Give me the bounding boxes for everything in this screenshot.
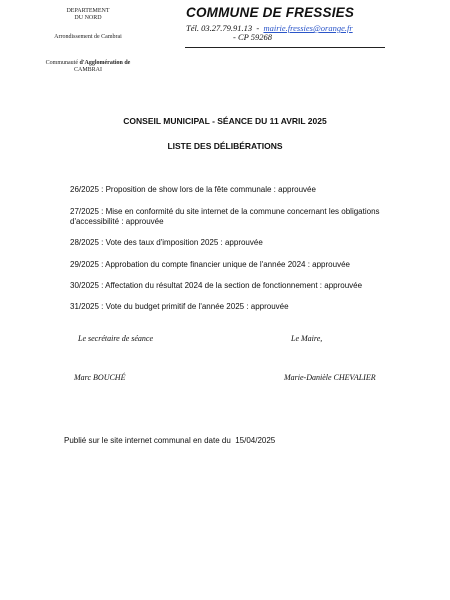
department-line-1: DEPARTEMENT: [66, 8, 110, 14]
deliberation-item-31: 31/2025 : Vote du budget primitif de l'année 2025 : approuvée: [70, 302, 289, 311]
department-line-2: DU NORD: [74, 15, 102, 21]
communaute-line-2: CAMBRAI: [73, 67, 102, 73]
deliberation-item-27: 27/2025 : Mise en conformité du site internet de la commune concernant les obligations d'accessibilité : approuvée: [70, 207, 380, 226]
phone-number: Tél. 03.27.79.91.13: [186, 23, 253, 33]
header-divider: [185, 47, 385, 48]
session-title: CONSEIL MUNICIPAL - SÉANCE DU 11 AVRIL 2025: [123, 116, 327, 126]
postal-code: - CP 59268: [233, 32, 273, 42]
communaute-label: [40, 60, 136, 74]
communaute-bold: d'Agglomération de: [79, 60, 131, 66]
deliberation-item-26: 26/2025 : Proposition de show lors de la fête communale : approuvée: [70, 185, 316, 194]
mayor-role: Le Maire,: [291, 334, 323, 343]
deliberation-item-30: 30/2025 : Affectation du résultat 2024 de la section de fonctionnement : approuvée: [70, 281, 363, 290]
deliberation-item-29: 29/2025 : Approbation du compte financier unique de l'année 2024 : approuvée: [70, 260, 350, 269]
contact-separator: -: [252, 23, 264, 33]
communaute-prefix: Communauté: [45, 60, 80, 66]
mayor-name: Marie-Danièle CHEVALIER: [284, 373, 376, 382]
commune-title: COMMUNE DE FRESSIES: [186, 5, 355, 20]
email-link[interactable]: mairie.fressies@orange.fr: [263, 23, 353, 33]
arrondissement-label: Arrondissement de Cambrai: [54, 34, 122, 40]
secretary-name: Marc BOUCHÉ: [74, 373, 126, 382]
publication-note: Publié sur le site internet communal en date du 15/04/2025: [64, 436, 276, 445]
secretary-role: Le secrétaire de séance: [78, 334, 154, 343]
list-title: LISTE DES DÉLIBÉRATIONS: [167, 141, 283, 151]
department-label: [50, 8, 126, 22]
deliberation-item-28: 28/2025 : Vote des taux d'imposition 2025 : approuvée: [70, 238, 263, 247]
